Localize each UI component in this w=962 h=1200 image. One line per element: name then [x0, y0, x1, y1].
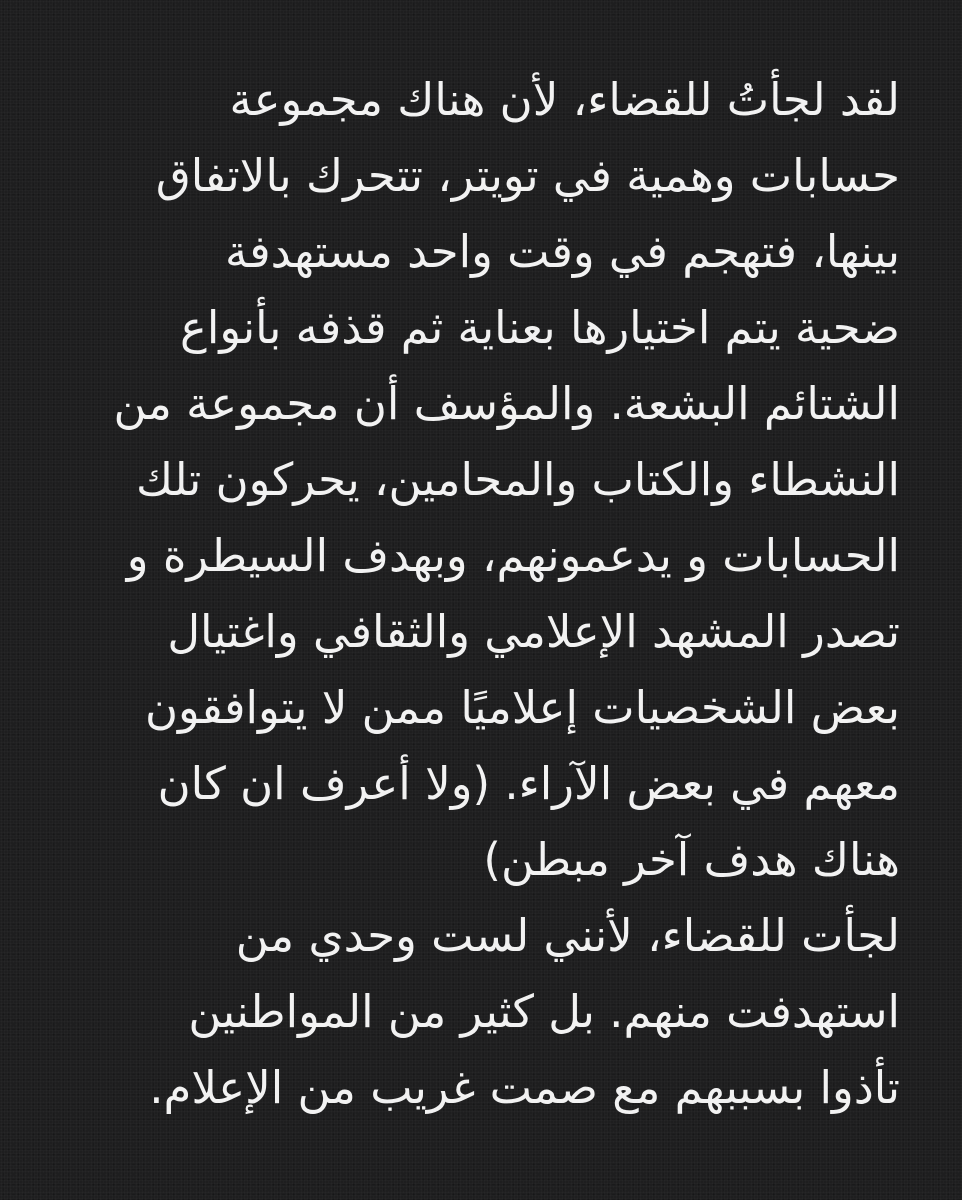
note-line-7: الحسابات و يدعمونهم، وبهدف السيطرة و [126, 529, 900, 582]
note-line-3: بينها، فتهجم في وقت واحد مستهدفة [225, 225, 900, 278]
note-line-14: تأذوا بسببهم مع صمت غريب من الإعلام. [149, 1061, 900, 1114]
note-line-9: بعض الشخصيات إعلاميًا ممن لا يتوافقون [144, 681, 900, 734]
note-line-8: تصدر المشهد الإعلامي والثقافي واغتيال [167, 605, 900, 658]
note-line-11: هناك هدف آخر مبطن) [483, 833, 900, 886]
note-line-12: لجأت للقضاء، لأنني لست وحدي من [235, 909, 900, 962]
note-line-6: النشطاء والكتاب والمحامين، يحركون تلك [135, 453, 900, 506]
note-line-2: حسابات وهمية في تويتر، تتحرك بالاتفاق [155, 149, 900, 202]
note-line-1: لقد لجأتُ للقضاء، لأن هناك مجموعة [229, 73, 900, 126]
note-line-4: ضحية يتم اختيارها بعناية ثم قذفه بأنواع [180, 301, 900, 354]
note-line-13: استهدفت منهم. بل كثير من المواطنين [188, 985, 900, 1038]
note-text [50, 62, 900, 1126]
note-line-5: الشتائم البشعة. والمؤسف أن مجموعة من [113, 377, 900, 430]
note-line-10: معهم في بعض الآراء. (ولا أعرف ان كان [157, 757, 900, 810]
